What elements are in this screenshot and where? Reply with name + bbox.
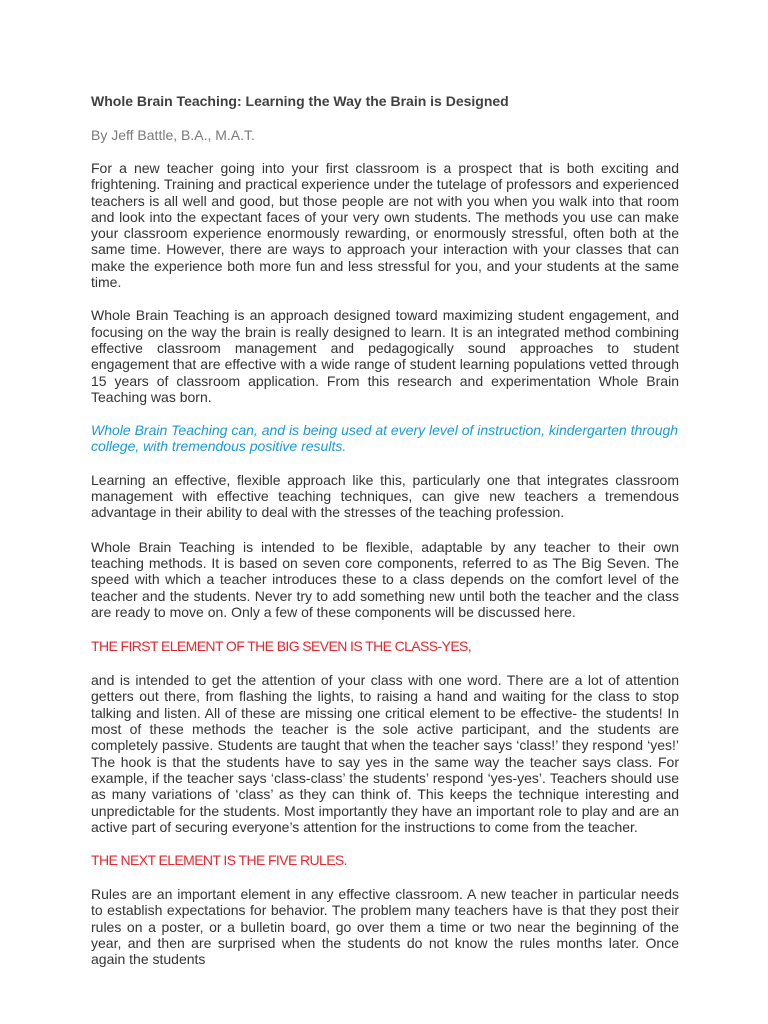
article-title: Whole Brain Teaching: Learning the Way the Brain is Designed bbox=[91, 93, 509, 109]
pull-quote: Whole Brain Teaching can, and is being used at every level of instruction, kindergarten through college, with tremendous positive results. bbox=[91, 422, 679, 455]
paragraph-class-yes: and is intended to get the attention of your class with one word. There are a lot of attention getters out there, from flashing the lights, to raising a hand and waiting for the class to stop talking and listen. All of these are missing one critical element to be effective- the students! In most of these methods the teacher is the sole active participant, and the students are completely passive. Students are taught that when the teacher says ‘class!’ they respond ‘yes!’ The hook is that the students have to say yes in the same way the teacher says class. For example, if the teacher says ‘class-class’ the students’ respond ‘yes-yes’. Teachers should use as many variations of ‘class’ as they can think of. This keeps the technique interesting and unpredictable for the students. Most importantly they have an important role to play and are an active part of securing everyone’s attention for the instructions to come from the teacher. bbox=[91, 672, 679, 835]
paragraph-big-seven: Whole Brain Teaching is intended to be flexible, adaptable by any teacher to their own teaching methods. It is based on seven core components, referred to as The Big Seven. The speed with which a teacher introduces these to a class depends on the comfort level of the teacher and the students. Never try to add something new until both the teacher and the class are ready to move on. Only a few of these components will be discussed here. bbox=[91, 538, 679, 620]
article-byline: By Jeff Battle, B.A., M.A.T. bbox=[91, 127, 255, 143]
document-page bbox=[91, 92, 679, 968]
paragraph-advantage: Learning an effective, flexible approach like this, particularly one that integrates classroom management with effective teaching techniques, can give new teachers a tremendous advantage in their ability to deal with the stresses of the teaching profession. bbox=[91, 471, 679, 521]
section-heading-five-rules: THE NEXT ELEMENT IS THE FIVE RULES. bbox=[91, 852, 347, 869]
paragraph-intro: For a new teacher going into your first classroom is a prospect that is both exciting and frightening. Training and practical experience under the tutelage of professors and experienced teachers is all well and good, but those people are not with you when you walk into that room and look into the expectant faces of your very own students. The methods you use can make your classroom experience enormously rewarding, or enormously stressful, often both at the same time. However, there are ways to approach your interaction with your classes that can make the experience both more fun and less stressful for you, and your students at the same time. bbox=[91, 160, 679, 291]
section-heading-class-yes: THE FIRST ELEMENT OF THE BIG SEVEN IS THE CLASS-YES, bbox=[91, 638, 472, 655]
paragraph-rules: Rules are an important element in any effective classroom. A new teacher in particular needs to establish expectations for behavior. The problem many teachers have is that they post their rules on a poster, or a bulletin board, go over them a time or two near the beginning of the year, and then are surprised when the students do not know the rules months later. Once again the students bbox=[91, 886, 679, 968]
paragraph-approach: Whole Brain Teaching is an approach designed toward maximizing student engagement, and focusing on the way the brain is really designed to learn. It is an integrated method combining effective classroom management and pedagogically sound approaches to student engagement that are effective with a wide range of student learning populations vetted through 15 years of classroom application. From this research and experimentation Whole Brain Teaching was born. bbox=[91, 307, 679, 405]
